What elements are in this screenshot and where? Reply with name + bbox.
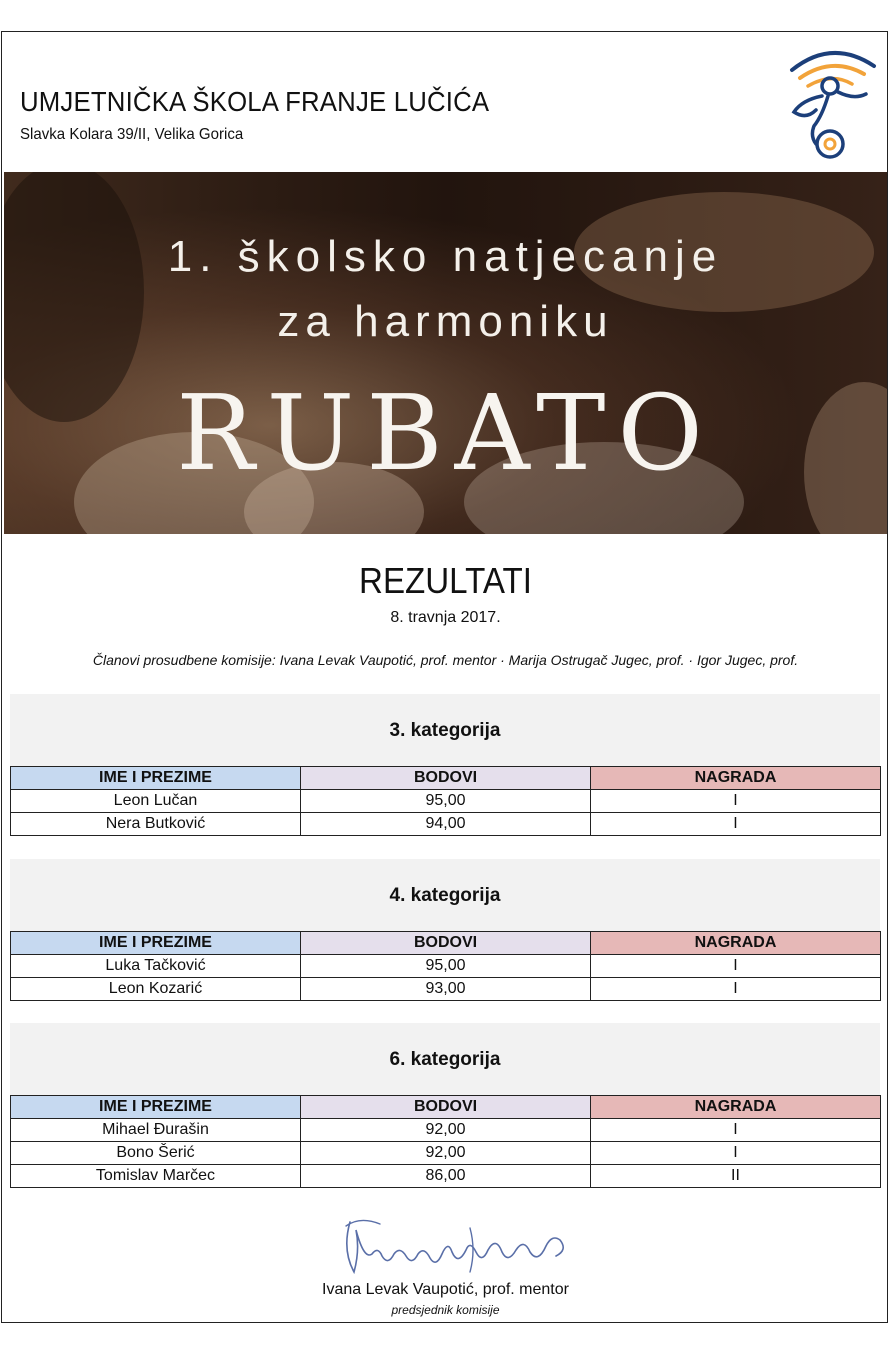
results-table xyxy=(10,931,881,1001)
category-title: 6. kategorija xyxy=(10,1023,880,1095)
results-title: REZULTATI xyxy=(359,560,532,601)
cell-award: I xyxy=(591,813,881,836)
cell-points: 92,00 xyxy=(301,1119,591,1142)
table-row xyxy=(11,1142,881,1165)
cell-award: I xyxy=(591,1119,881,1142)
cell-name: Leon Lučan xyxy=(11,790,301,813)
column-header-name: IME I PREZIME xyxy=(11,932,301,955)
cell-name: Nera Butković xyxy=(11,813,301,836)
banner-line-1: 1. školsko natjecanje xyxy=(167,232,724,281)
results-table xyxy=(10,1095,881,1188)
category-title: 3. kategorija xyxy=(10,694,880,766)
table-header-row xyxy=(11,767,881,790)
cell-points: 93,00 xyxy=(301,978,591,1001)
banner-line-2: za harmoniku xyxy=(277,297,614,346)
cell-award: II xyxy=(591,1165,881,1188)
cell-award: I xyxy=(591,790,881,813)
cell-points: 94,00 xyxy=(301,813,591,836)
column-header-points: BODOVI xyxy=(301,767,591,790)
table-header-row xyxy=(11,1096,881,1119)
table-row xyxy=(11,955,881,978)
school-address: Slavka Kolara 39/II, Velika Gorica xyxy=(20,126,244,143)
table-header-row xyxy=(11,932,881,955)
table-row xyxy=(11,1119,881,1142)
table-row xyxy=(11,978,881,1001)
column-header-award: NAGRADA xyxy=(591,767,881,790)
table-row xyxy=(11,1165,881,1188)
cell-points: 92,00 xyxy=(301,1142,591,1165)
category-block xyxy=(10,1023,880,1188)
banner-title: RUBATO xyxy=(176,372,715,494)
column-header-name: IME I PREZIME xyxy=(11,1096,301,1119)
column-header-award: NAGRADA xyxy=(591,932,881,955)
column-header-award: NAGRADA xyxy=(591,1096,881,1119)
cell-name: Mihael Đurašin xyxy=(11,1119,301,1142)
cell-name: Tomislav Marčec xyxy=(11,1165,301,1188)
cell-name: Luka Tačković xyxy=(11,955,301,978)
table-row xyxy=(11,790,881,813)
banner xyxy=(4,172,887,534)
cell-name: Bono Šerić xyxy=(11,1142,301,1165)
signature-image xyxy=(320,1210,580,1285)
table-row xyxy=(11,813,881,836)
school-logo-icon xyxy=(782,40,882,165)
cell-points: 95,00 xyxy=(301,790,591,813)
signature-name: Ivana Levak Vaupotić, prof. mentor xyxy=(322,1281,569,1298)
category-block xyxy=(10,694,880,836)
results-table xyxy=(10,766,881,836)
cell-points: 86,00 xyxy=(301,1165,591,1188)
category-title: 4. kategorija xyxy=(10,859,880,931)
column-header-name: IME I PREZIME xyxy=(11,767,301,790)
category-block xyxy=(10,859,880,1001)
cell-points: 95,00 xyxy=(301,955,591,978)
results-date: 8. travnja 2017. xyxy=(390,609,501,626)
cell-award: I xyxy=(591,1142,881,1165)
cell-award: I xyxy=(591,978,881,1001)
committee-members: Članovi prosudbene komisije: Ivana Levak Vaupotić, prof. mentor · Marija Ostrugač Jugec, prof. · Igor Jugec, prof. xyxy=(92,652,799,668)
cell-name: Leon Kozarić xyxy=(11,978,301,1001)
signature-role: predsjednik komisije xyxy=(391,1303,500,1317)
column-header-points: BODOVI xyxy=(301,932,591,955)
school-name: UMJETNIČKA ŠKOLA FRANJE LUČIĆA xyxy=(20,86,490,117)
cell-award: I xyxy=(591,955,881,978)
column-header-points: BODOVI xyxy=(301,1096,591,1119)
